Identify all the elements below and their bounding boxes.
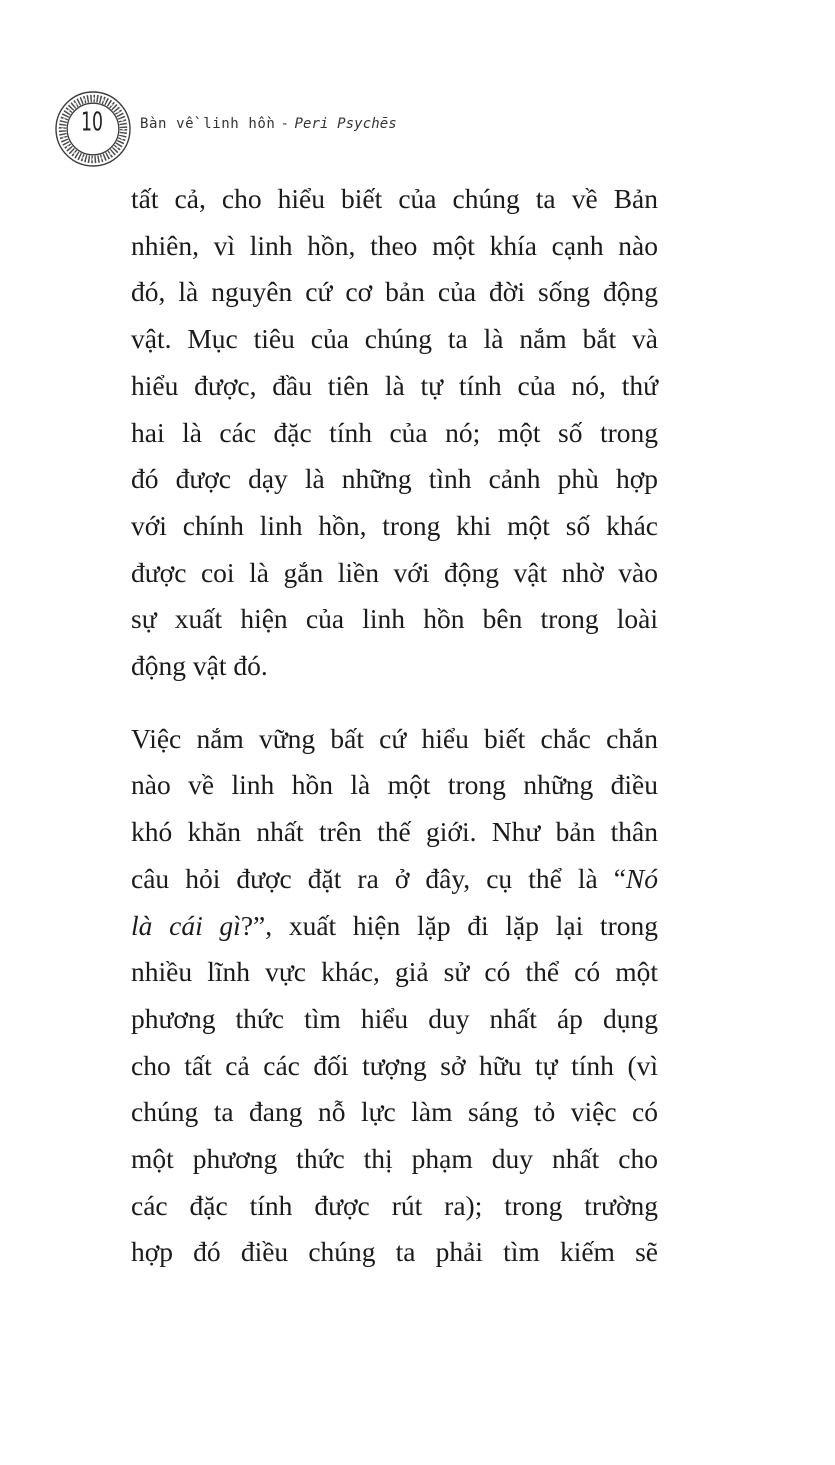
- book-title: Bàn về linh hồn: [140, 116, 276, 132]
- text-line: [131, 316, 658, 363]
- text-segment: chúng ta đang nỗ lực làm sáng tỏ việc có: [131, 1096, 658, 1128]
- text-segment: đó được dạy là những tình cảnh phù hợp: [131, 463, 658, 495]
- text-line: [131, 1089, 658, 1136]
- paragraph: [131, 716, 658, 1276]
- text-segment: cho tất cả các đối tượng sở hữu tự tính (vì: [131, 1049, 658, 1081]
- text-line: [131, 1043, 658, 1090]
- text-segment: phương thức tìm hiểu duy nhất áp dụng: [131, 1002, 658, 1034]
- text-line: [131, 456, 658, 503]
- text-segment: nhiều lĩnh vực khác, giả sử có thể có một: [131, 956, 658, 988]
- text-line: [131, 903, 658, 950]
- italic-text-segment: Nó: [625, 862, 658, 894]
- text-segment: ?”, xuất hiện lặp đi lặp lại trong: [240, 909, 658, 941]
- text-line: [131, 363, 658, 410]
- text-line: [131, 1183, 658, 1230]
- text-segment: một phương thức thị phạm duy nhất cho: [131, 1143, 658, 1175]
- text-segment: nhiên, vì linh hồn, theo một khía cạnh nào: [131, 229, 658, 261]
- page-number-medallion: [50, 85, 138, 173]
- text-line: [131, 1136, 658, 1183]
- text-line: [131, 996, 658, 1043]
- book-subtitle: Peri Psychēs: [294, 116, 397, 132]
- text-line: [131, 503, 658, 550]
- text-line: [131, 223, 658, 270]
- text-segment: các đặc tính được rút ra); trong trường: [131, 1189, 658, 1221]
- text-line: [131, 550, 658, 597]
- text-line: [131, 596, 658, 643]
- text-line: [131, 643, 658, 690]
- text-segment: động vật đó.: [131, 650, 268, 682]
- text-segment: tất cả, cho hiểu biết của chúng ta về Bản: [131, 183, 658, 214]
- text-segment: câu hỏi được đặt ra ở đây, cụ thể là “: [131, 862, 626, 894]
- text-segment: vật. Mục tiêu của chúng ta là nắm bắt và: [131, 323, 658, 355]
- text-segment: đó, là nguyên cứ cơ bản của đời sống động: [131, 276, 658, 308]
- text-line: [131, 809, 658, 856]
- italic-text-segment: là cái gì: [131, 909, 241, 941]
- text-segment: khó khăn nhất trên thế giới. Như bản thân: [131, 816, 658, 848]
- text-segment: được coi là gắn liền với động vật nhờ vào: [131, 556, 658, 588]
- header-separator: -: [280, 116, 290, 132]
- text-line: [131, 716, 658, 763]
- text-segment: hiểu được, đầu tiên là tự tính của nó, thứ: [131, 369, 658, 401]
- text-segment: hợp đó điều chúng ta phải tìm kiếm sẽ: [131, 1236, 658, 1268]
- running-header: [140, 112, 397, 136]
- text-line: [131, 949, 658, 996]
- text-segment: hai là các đặc tính của nó; một số trong: [131, 416, 658, 448]
- text-segment: với chính linh hồn, trong khi một số khác: [131, 509, 658, 541]
- text-line: [131, 762, 658, 809]
- text-line: [131, 1229, 658, 1276]
- text-segment: Việc nắm vững bất cứ hiểu biết chắc chắn: [131, 722, 658, 754]
- text-line: [131, 269, 658, 316]
- text-segment: nào về linh hồn là một trong những điều: [131, 769, 658, 801]
- text-line: [131, 176, 658, 223]
- text-line: [131, 410, 658, 457]
- paragraph: [131, 176, 658, 690]
- text-block: [131, 176, 658, 1276]
- page-number: 10: [81, 107, 103, 138]
- text-line: [131, 856, 658, 903]
- text-segment: sự xuất hiện của linh hồn bên trong loài: [131, 603, 658, 635]
